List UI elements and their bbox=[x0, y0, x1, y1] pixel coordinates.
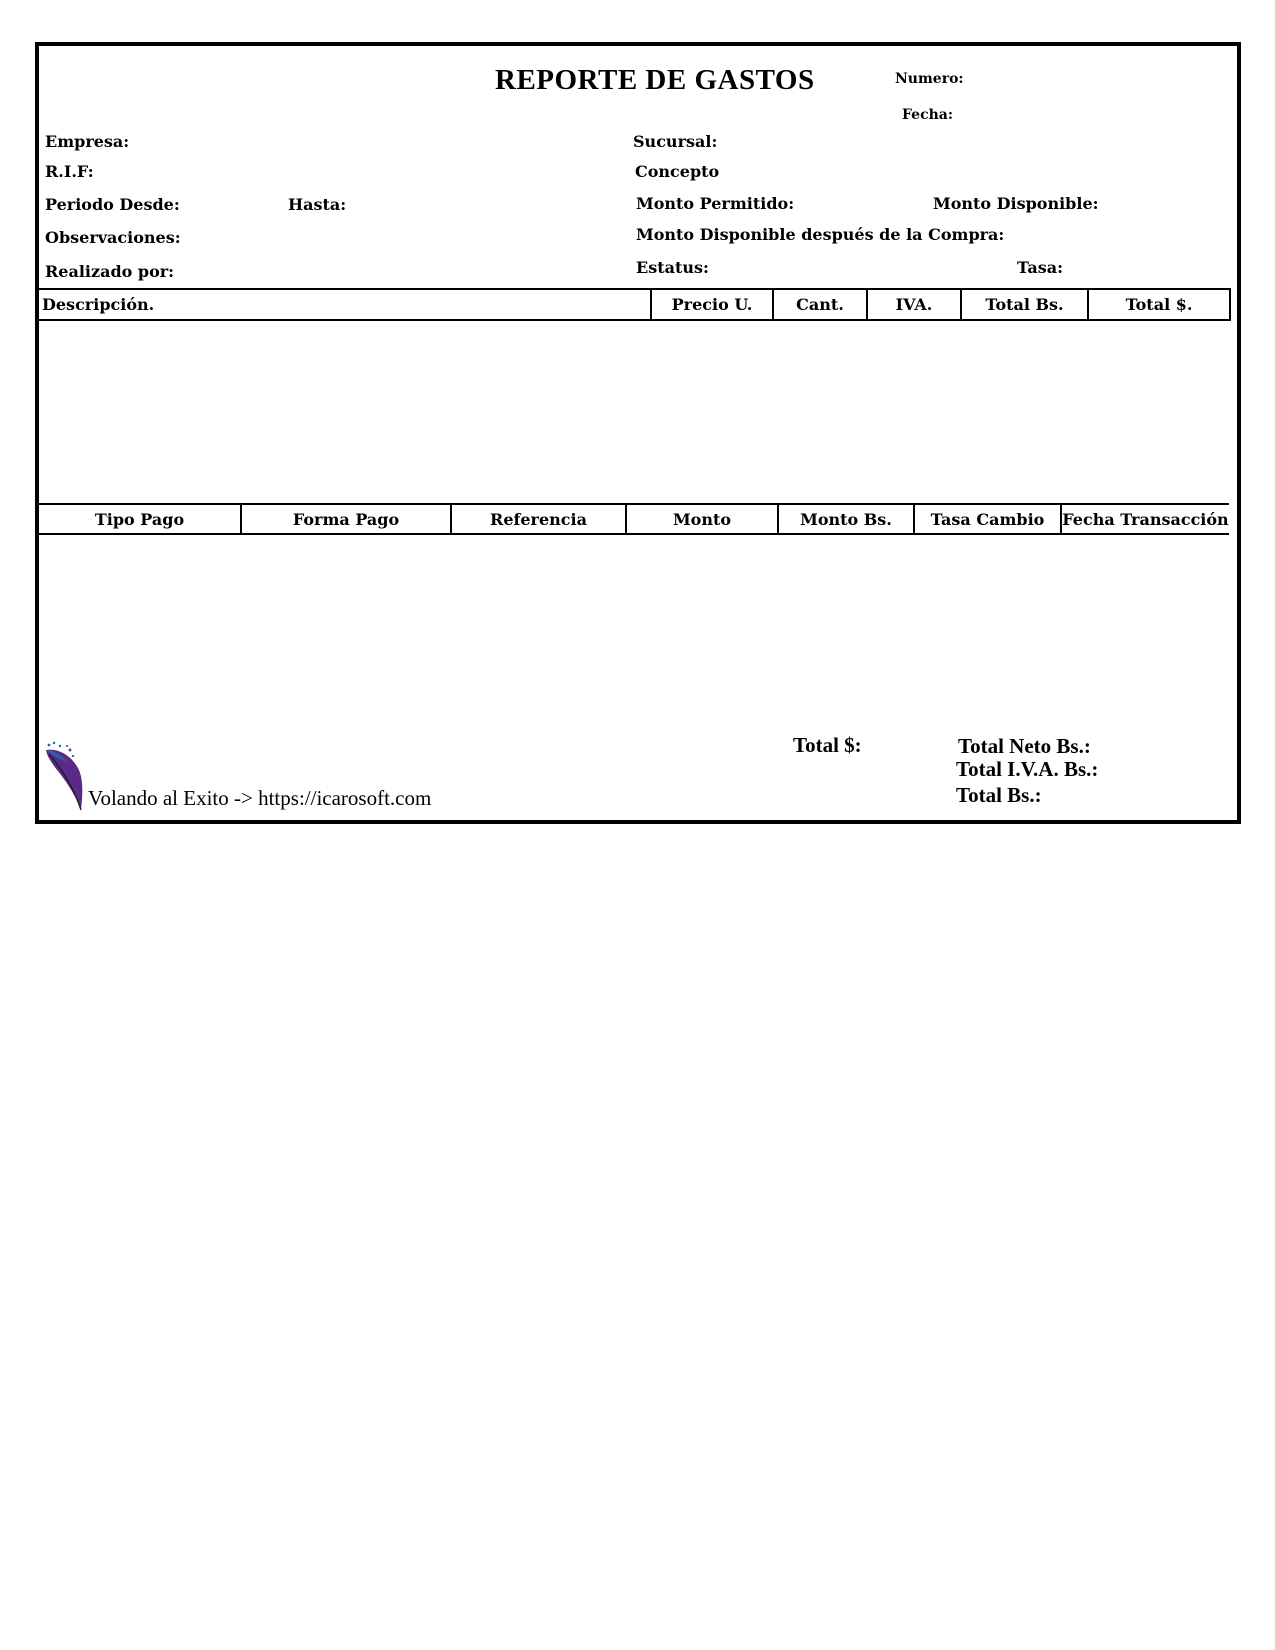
items-header-total-usd: Total $. bbox=[1125, 295, 1193, 314]
payments-header-forma-pago: Forma Pago bbox=[292, 510, 400, 529]
items-table-body bbox=[39, 321, 1229, 503]
payments-table-body bbox=[39, 535, 1229, 725]
payments-header-fecha-transaccion: Fecha Transacción bbox=[1062, 510, 1229, 529]
footer-tagline: Volando al Exito -> https://icarosoft.com bbox=[88, 786, 432, 810]
estatus-label: Estatus: bbox=[636, 258, 709, 277]
total-bs-label: Total Bs.: bbox=[956, 783, 1042, 807]
tasa-label: Tasa: bbox=[1017, 258, 1064, 277]
payments-header-tasa-cambio: Tasa Cambio bbox=[930, 510, 1045, 529]
concepto-label: Concepto bbox=[635, 162, 720, 181]
items-header-precio: Precio U. bbox=[671, 295, 753, 314]
items-header-descripcion: Descripción. bbox=[42, 295, 155, 314]
observaciones-label: Observaciones: bbox=[45, 228, 181, 247]
hasta-label: Hasta: bbox=[288, 195, 347, 214]
periodo-desde-label: Periodo Desde: bbox=[45, 195, 180, 214]
feather-logo-icon bbox=[43, 740, 87, 812]
payments-header-referencia: Referencia bbox=[490, 510, 587, 529]
fecha-label: Fecha: bbox=[902, 107, 954, 123]
items-header-total-bs: Total Bs. bbox=[985, 295, 1064, 314]
items-header-cant: Cant. bbox=[796, 295, 844, 314]
realizado-por-label: Realizado por: bbox=[45, 262, 175, 281]
items-col-divider bbox=[1229, 288, 1231, 321]
payments-header-monto-bs: Monto Bs. bbox=[800, 510, 892, 529]
items-header-iva: IVA. bbox=[895, 295, 933, 314]
report-title: REPORTE DE GASTOS bbox=[495, 64, 815, 96]
total-neto-bs-label: Total Neto Bs.: bbox=[958, 734, 1091, 758]
monto-disponible-despues-label: Monto Disponible después de la Compra: bbox=[636, 225, 1005, 244]
empresa-label: Empresa: bbox=[45, 132, 130, 151]
numero-label: Numero: bbox=[895, 71, 964, 87]
payments-header-tipo-pago: Tipo Pago bbox=[94, 510, 185, 529]
sucursal-label: Sucursal: bbox=[633, 132, 718, 151]
monto-disponible-label: Monto Disponible: bbox=[933, 194, 1099, 213]
total-iva-bs-label: Total I.V.A. Bs.: bbox=[956, 757, 1099, 781]
total-usd-label: Total $: bbox=[793, 733, 862, 757]
payments-header-monto: Monto bbox=[672, 510, 732, 529]
rif-label: R.I.F: bbox=[45, 162, 94, 181]
monto-permitido-label: Monto Permitido: bbox=[636, 194, 795, 213]
